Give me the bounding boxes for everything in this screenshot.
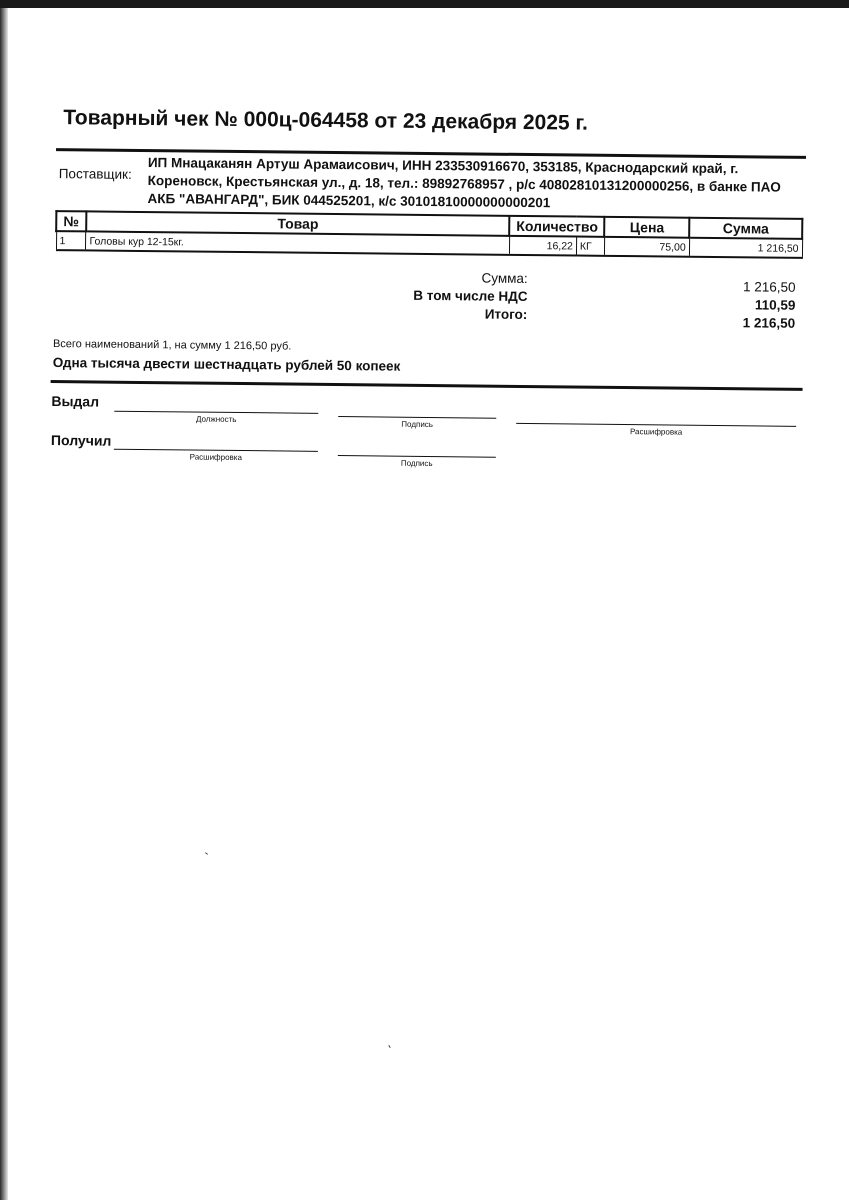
sum-label: Сумма: (481, 270, 528, 287)
row-unit: КГ (576, 237, 604, 256)
col-header-price: Цена (605, 217, 690, 238)
document-title: Товарный чек № 000ц-064458 от 23 декабря 2025 г. (63, 106, 589, 135)
issued-by-label: Выдал (51, 393, 100, 410)
total-label: Итого: (484, 306, 528, 323)
issued-signature-caption: Подпись (401, 419, 434, 430)
col-header-quantity: Количество (510, 216, 605, 237)
col-header-number: № (56, 211, 86, 231)
row-sum: 1 216,50 (689, 238, 802, 258)
supplier-details: ИП Мнацаканян Артуш Арамаисович, ИНН 233530916670, 353185, Краснодарский край, г. Кореновск, Крестьянская ул., д. 18, тел.: 89892768957 , р/с 40802810131200000256, в банке ПАО АКБ "АВАНГАРД", БИК 044525201, к/с 30101810000000000201 (147, 155, 781, 211)
received-decoding-caption: Расшифровка (189, 452, 242, 463)
summary-line: Всего наименований 1, на сумму 1 216,50 руб. (52, 338, 292, 353)
sum-value: 1 216,50 (742, 279, 796, 295)
total-value: 1 216,50 (742, 315, 796, 331)
col-header-item: Товар (86, 211, 510, 235)
row-item: Головы кур 12-15кг. (86, 231, 510, 254)
supplier-label: Поставщик: (58, 166, 132, 182)
row-price: 75,00 (604, 237, 689, 257)
vat-label: В том числе НДС (413, 287, 528, 305)
row-number: 1 (56, 231, 86, 250)
row-quantity: 16,22 (509, 236, 576, 256)
receipt-content (0, 0, 849, 524)
items-table (55, 210, 803, 259)
amount-in-words: Одна тысяча двести шестнадцать рублей 50 копеек (52, 355, 401, 374)
vat-value: 110,59 (754, 297, 796, 313)
col-header-sum: Сумма (689, 218, 802, 239)
scan-speck (388, 1045, 390, 1048)
issued-position-caption: Должность (195, 414, 237, 424)
received-by-label: Получил (50, 432, 112, 449)
summary-divider (51, 380, 803, 391)
received-signature-caption: Подпись (400, 458, 433, 469)
issued-decoding-caption: Расшифровка (629, 427, 683, 437)
scan-speck (205, 852, 208, 855)
